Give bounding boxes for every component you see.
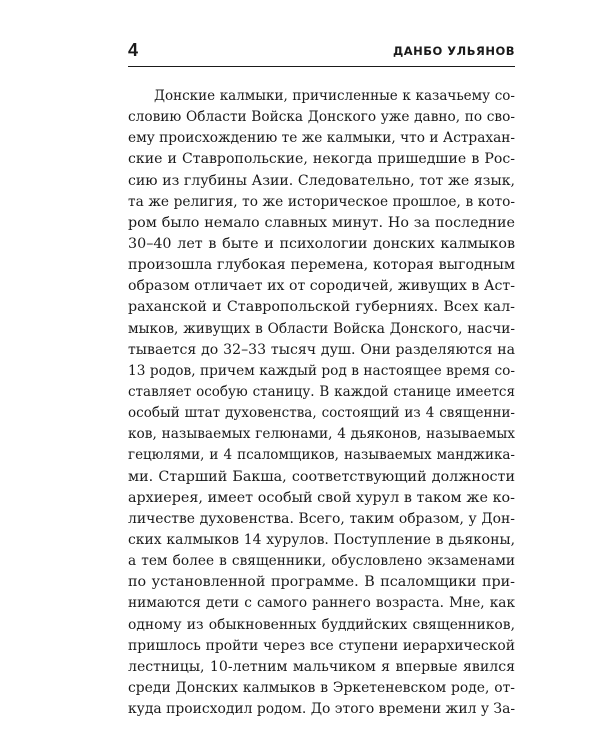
text-line: ские и Ставропольские, некогда пришедшие в Рос-: [128, 151, 515, 168]
text-line: среди Донских калмыков в Эркетеневском роде, от-: [128, 679, 515, 696]
text-line: лестницы, 10-летним мальчиком я впервые явился: [128, 658, 515, 675]
text-line: по установленной программе. В псаломщики при-: [128, 574, 515, 591]
text-line: пришлось пройти через все ступени иерархической: [128, 637, 515, 654]
text-line: образом отличает их от сородичей, живущих в Аст-: [128, 278, 515, 295]
body-paragraph: [128, 86, 515, 720]
text-line: 30–40 лет в быте и психологии донских калмыков: [128, 235, 515, 252]
text-line: одному из обыкновенных буддийских священников,: [128, 616, 515, 633]
text-line: куда происходил родом. До этого времени жил у За-: [128, 701, 516, 718]
text-line: раханской и Ставропольской губерниях. Всех кал-: [128, 299, 515, 316]
text-line: архиерея, имеет особый свой хурул в таком же ко-: [128, 489, 515, 506]
text-line: словию Области Войска Донского уже давно, по сво-: [128, 109, 515, 126]
page-header: [128, 38, 515, 67]
text-line: 13 родов, причем каждый род в настоящее время со-: [128, 362, 515, 379]
text-line: сию из глубины Азии. Следовательно, тот же язык,: [128, 172, 515, 189]
text-line: Донские калмыки, причисленные к казачьему со-: [154, 88, 515, 104]
text-line: гецюлями, и 4 псаломщиков, называемых манджика-: [128, 447, 515, 464]
text-line: та же религия, то же историческое прошлое, в кото-: [128, 193, 515, 210]
running-head: ДАНБО УЛЬЯНОВ: [392, 44, 515, 58]
text-line: нимаются дети с самого раннего возраста. Мне, как: [128, 595, 515, 612]
text-line: ром было немало славных минут. Но за последние: [128, 214, 515, 231]
text-line: особый штат духовенства, состоящий из 4 священни-: [128, 405, 515, 422]
text-line: ских калмыков 14 хурулов. Поступление в дьяконы,: [128, 531, 515, 548]
page-number: 4: [128, 40, 139, 60]
text-line: ставляет особую станицу. В каждой станице имеется: [128, 383, 515, 400]
text-line: ми. Старший Бакша, соответствующий должности: [128, 468, 515, 485]
text-line: а тем более в священники, обусловлено экзаменами: [128, 553, 515, 570]
text-line: тывается до 32–33 тысяч душ. Они разделяются на: [128, 341, 515, 358]
text-line: ков, называемых гелюнами, 4 дьяконов, называемых: [128, 426, 515, 443]
text-line: произошла глубокая перемена, которая выгодным: [128, 257, 515, 274]
text-line: личестве духовенства. Всего, таким образом, у Дон-: [128, 510, 515, 527]
text-line: ему происхождению те же калмыки, что и Астрахан-: [128, 130, 515, 147]
text-line: мыков, живущих в Области Войска Донского, насчи-: [128, 320, 515, 337]
